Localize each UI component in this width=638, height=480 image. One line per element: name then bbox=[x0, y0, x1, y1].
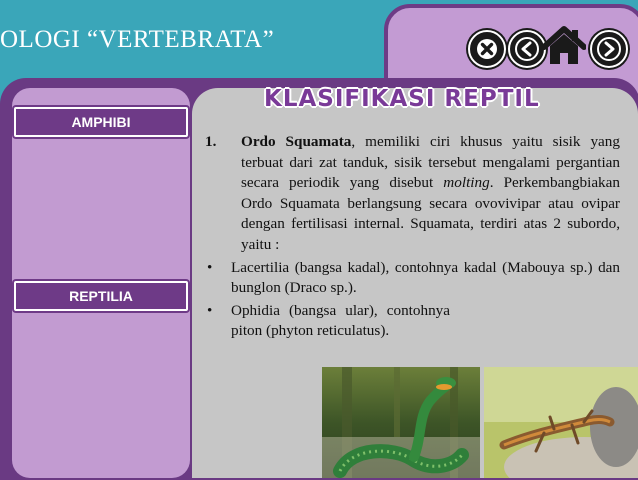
ophidia-text: Ophidia (bangsa ular), contohnya piton (phyton reticulatus). bbox=[231, 301, 450, 340]
next-button[interactable] bbox=[590, 30, 628, 68]
list-item bbox=[205, 301, 620, 342]
home-icon bbox=[542, 26, 586, 66]
snake-photo bbox=[322, 367, 480, 478]
list-item bbox=[205, 258, 620, 299]
sidebar-item-reptilia[interactable]: REPTILIA bbox=[14, 281, 188, 311]
close-button[interactable] bbox=[468, 30, 506, 68]
home-button[interactable] bbox=[542, 26, 586, 66]
ordo-text-a: , memiliki ciri khusus yaitu sisik yang terbuat dari zat tanduk, sisik tersebut mengalami pergantian secara periodik yang disebut bbox=[241, 133, 620, 192]
ordo-number: 1. bbox=[205, 133, 217, 150]
next-arrow-icon bbox=[597, 37, 621, 61]
back-arrow-icon bbox=[515, 37, 539, 61]
bullet-icon: • bbox=[207, 258, 213, 276]
sidebar-item-amphibi[interactable]: AMPHIBI bbox=[14, 107, 188, 137]
content-text bbox=[205, 132, 620, 342]
slide-heading: KLASIFIKASI REPTIL bbox=[264, 86, 540, 112]
ordo-term: Ordo Squamata bbox=[241, 133, 352, 150]
molting-term: molting bbox=[443, 174, 490, 192]
lacertilia-text: Lacertilia (bangsa kadal), contohnya kadal (Mabouya sp.) dan bunglon (Draco sp.). bbox=[231, 258, 620, 297]
ordo-item bbox=[205, 132, 620, 256]
back-button[interactable] bbox=[508, 30, 546, 68]
ordo-text-b: . Perkembangbiakan Ordo Squamata berlangsung secara ovovivipar atau ovipar dengan fertilisasi internal. Squamata, terdiri atas 2 subordo, yaitu : bbox=[241, 174, 620, 253]
ordo-description bbox=[241, 132, 620, 256]
lizard-photo bbox=[484, 367, 638, 478]
bullet-icon: • bbox=[207, 301, 213, 319]
close-icon bbox=[476, 38, 498, 60]
page-title: OLOGI “VERTEBRATA” bbox=[0, 26, 275, 53]
